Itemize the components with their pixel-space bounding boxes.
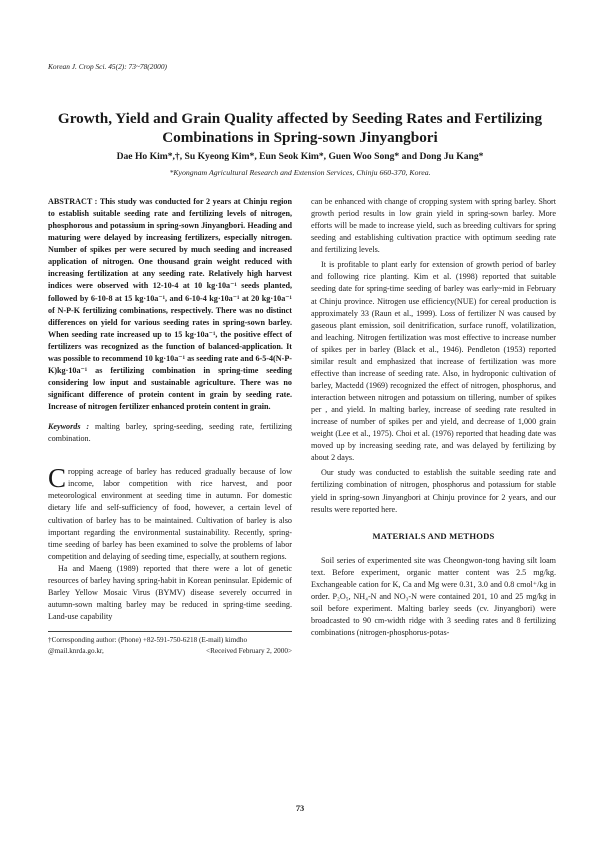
abstract-text: This study was conducted for 2 years at Chinju region to establish suitable seeding rate and fertilizing levels of nitrogen, phosphorous and potassium in spring-sown Jinyangbori. Heading and maturing were delayed by increasing fertilizers, especially nitrogen. Number of spikes per were secured by much seeding and increased application of nitrogen. One thousand grain weight reduced with increasing fertilization at any seeding rate. Relatively high harvest indices were observed with 12-10-4 at 10 kg·10a⁻¹ seeds planted, followed by 6-10-8 at 15 kg·10a⁻¹, and 6-10-4 kg·10a⁻¹ at 20 kg·10a⁻¹ of N-P-K fertilizing combinations, respectively. There was no distinct differences on yield for various seeding rates in spring-sown barley. When seeding rate increased up to 15 kg·10a⁻¹, the positive effect of fertilizers was recognized as the function of balanced-application. It was possible to recommend 10 kg·10a⁻¹ as seeding rate and 6-5-4(N-P-K)kg·10a⁻¹ as fertilizing combination in spring-time seeding considering low input and sustainable agriculture. There was no significant difference of protein content in grain by seeding rate. Increase of nitrogen fertilizer enhanced protein content in grain. <box>48 197 292 412</box>
body-paragraph-1: can be enhanced with change of cropping system with spring barley. Short growth period results in low grain yield in spring-sown barley. More efforts will be made to increase yield, such as breeding cultivars for spring seeding and establishing cultivation practice with optimum seeding rate and fertilizing levels. <box>311 197 556 255</box>
abstract <box>48 196 292 413</box>
author-list: Dae Ho Kim*,†, Su Kyeong Kim*, Eun Seok Kim*, Guen Woo Song* and Dong Ju Kang* <box>116 151 484 162</box>
abstract-label: ABSTRACT : <box>48 197 98 206</box>
footnote <box>48 631 292 656</box>
keywords <box>48 421 292 445</box>
title-line-1: Growth, Yield and Grain Quality affected by Seeding Rates and Fertilizing <box>57 110 543 127</box>
journal-citation: Korean J. Crop Sci. 45(2): 73~78(2000) <box>48 62 168 71</box>
title-line-2: Combinations in Spring-sown Jinyangbori <box>162 129 438 146</box>
intro-paragraph-2: Ha and Maeng (1989) reported that there were a lot of genetic resources of barley having spring-habit in Korean peninsular. Epidemic of Barley Yellow Mosaic Virus (BYMV) disease severely occurred in autumn-sown malting barley may be reduced in spring-time seeding. Land-use capability <box>48 563 292 621</box>
section-heading-methods: MATERIALS AND METHODS <box>372 530 495 541</box>
footnote-contact: †Corresponding author: (Phone) +82-591-750-6218 (E-mail) kimdho <box>48 636 248 645</box>
body-paragraph-2: It is profitable to plant early for extension of growth period of barley and following rice planting. Kim et al. (1998) reported that suitable seeding date for spring-time seeding of barley was early~mid in February at Chinju province. Nitrogen use efficiency(NUE) for cereal production is approximately 33 (Raun et al., 1999). Loss of fertilizer N was caused by gaseous plant emission, soil denitrification, surface runoff, volatilization, and leaching. Nitrogen fertilization was most effective to increase number of spikes per in barley (Black et al., 1946). Pendleton (1953) reported similar result and emphasized that increase of fertilization was more effective than increase of seeding rate. Also, in hydroponic cultivation of barley, Mactedd (1969) recognized the effect of nitrogen, phosphorus, and interaction between nitrogen and potassium on tillering, number of spikes per , and yield. In malting barley, increase of seeding rate resulted in increase of number of spikes per and yield, and decrease of 1,000 grain weight (Lee et al., 1975). Choi et al. (1976) reported that heading date was moved up by increasing seeding rate, and was delayed by fertilizing by about 2 days. <box>311 260 556 463</box>
drop-cap: C <box>48 463 67 494</box>
footnote-row <box>48 646 292 657</box>
keywords-label: Keywords : <box>48 422 90 432</box>
body-paragraph-3: Our study was conducted to establish the suitable seeding rate and fertilizing combination of nitrogen, phosphorus and potassium for stable yield in spring-sown Jinyangbori at Chinju province for 2 years, and our results were reported here. <box>311 468 556 514</box>
page-number: 73 <box>295 804 305 813</box>
paper-title <box>40 109 560 147</box>
intro-paragraph-1 <box>48 463 292 563</box>
left-column <box>48 196 292 656</box>
intro-text-1: ropping acreage of barley has reduced gradually because of low income, labor competition with rice harvest, and poor meteorological environment at seeding time in autumn. For domestic dietary life and self-sufficiency of food, however, a certain level of cultivation of barley has to be maintained. Cultivation of barley is also important regarding the environmental sustainability. Recently, spring-time seeding of barley has been examined to solve the problems of labor competition and delaying of seeding time, especially, at southern regions. <box>48 467 292 561</box>
keywords-text: malting barley, spring-seeding, seeding rate, fertilizing combination. <box>48 422 292 444</box>
methods-paragraph-1: Soil series of experimented site was Cheongwon-tong having silt loam text. Before experiment, organic matter content was 2.5 mg/kg. Exchangeable cation for K, Ca and Mg were 0.31, 3.0 and 0.8 cmol⁺/kg in order. P₂O₅, NH₄-N and NO₃-N were contained 201, 10 and 25 mg/kg in soil before experiment. Malting barley seeds (cv. Jinyangbori) were broadcasted to 90 cm-width ridge with 3 seeding rates and 8 fertilizing combinations (nitrogen-phosphorus-potas- <box>311 555 556 638</box>
received-date: <Received February 2, 2000> <box>206 646 292 655</box>
affiliation: *Kyongnam Agricultural Research and Extension Services, Chinju 660-370, Korea. <box>169 168 431 177</box>
footnote-email: @mail.knrda.go.kr, <box>48 646 104 655</box>
right-column <box>311 196 556 639</box>
